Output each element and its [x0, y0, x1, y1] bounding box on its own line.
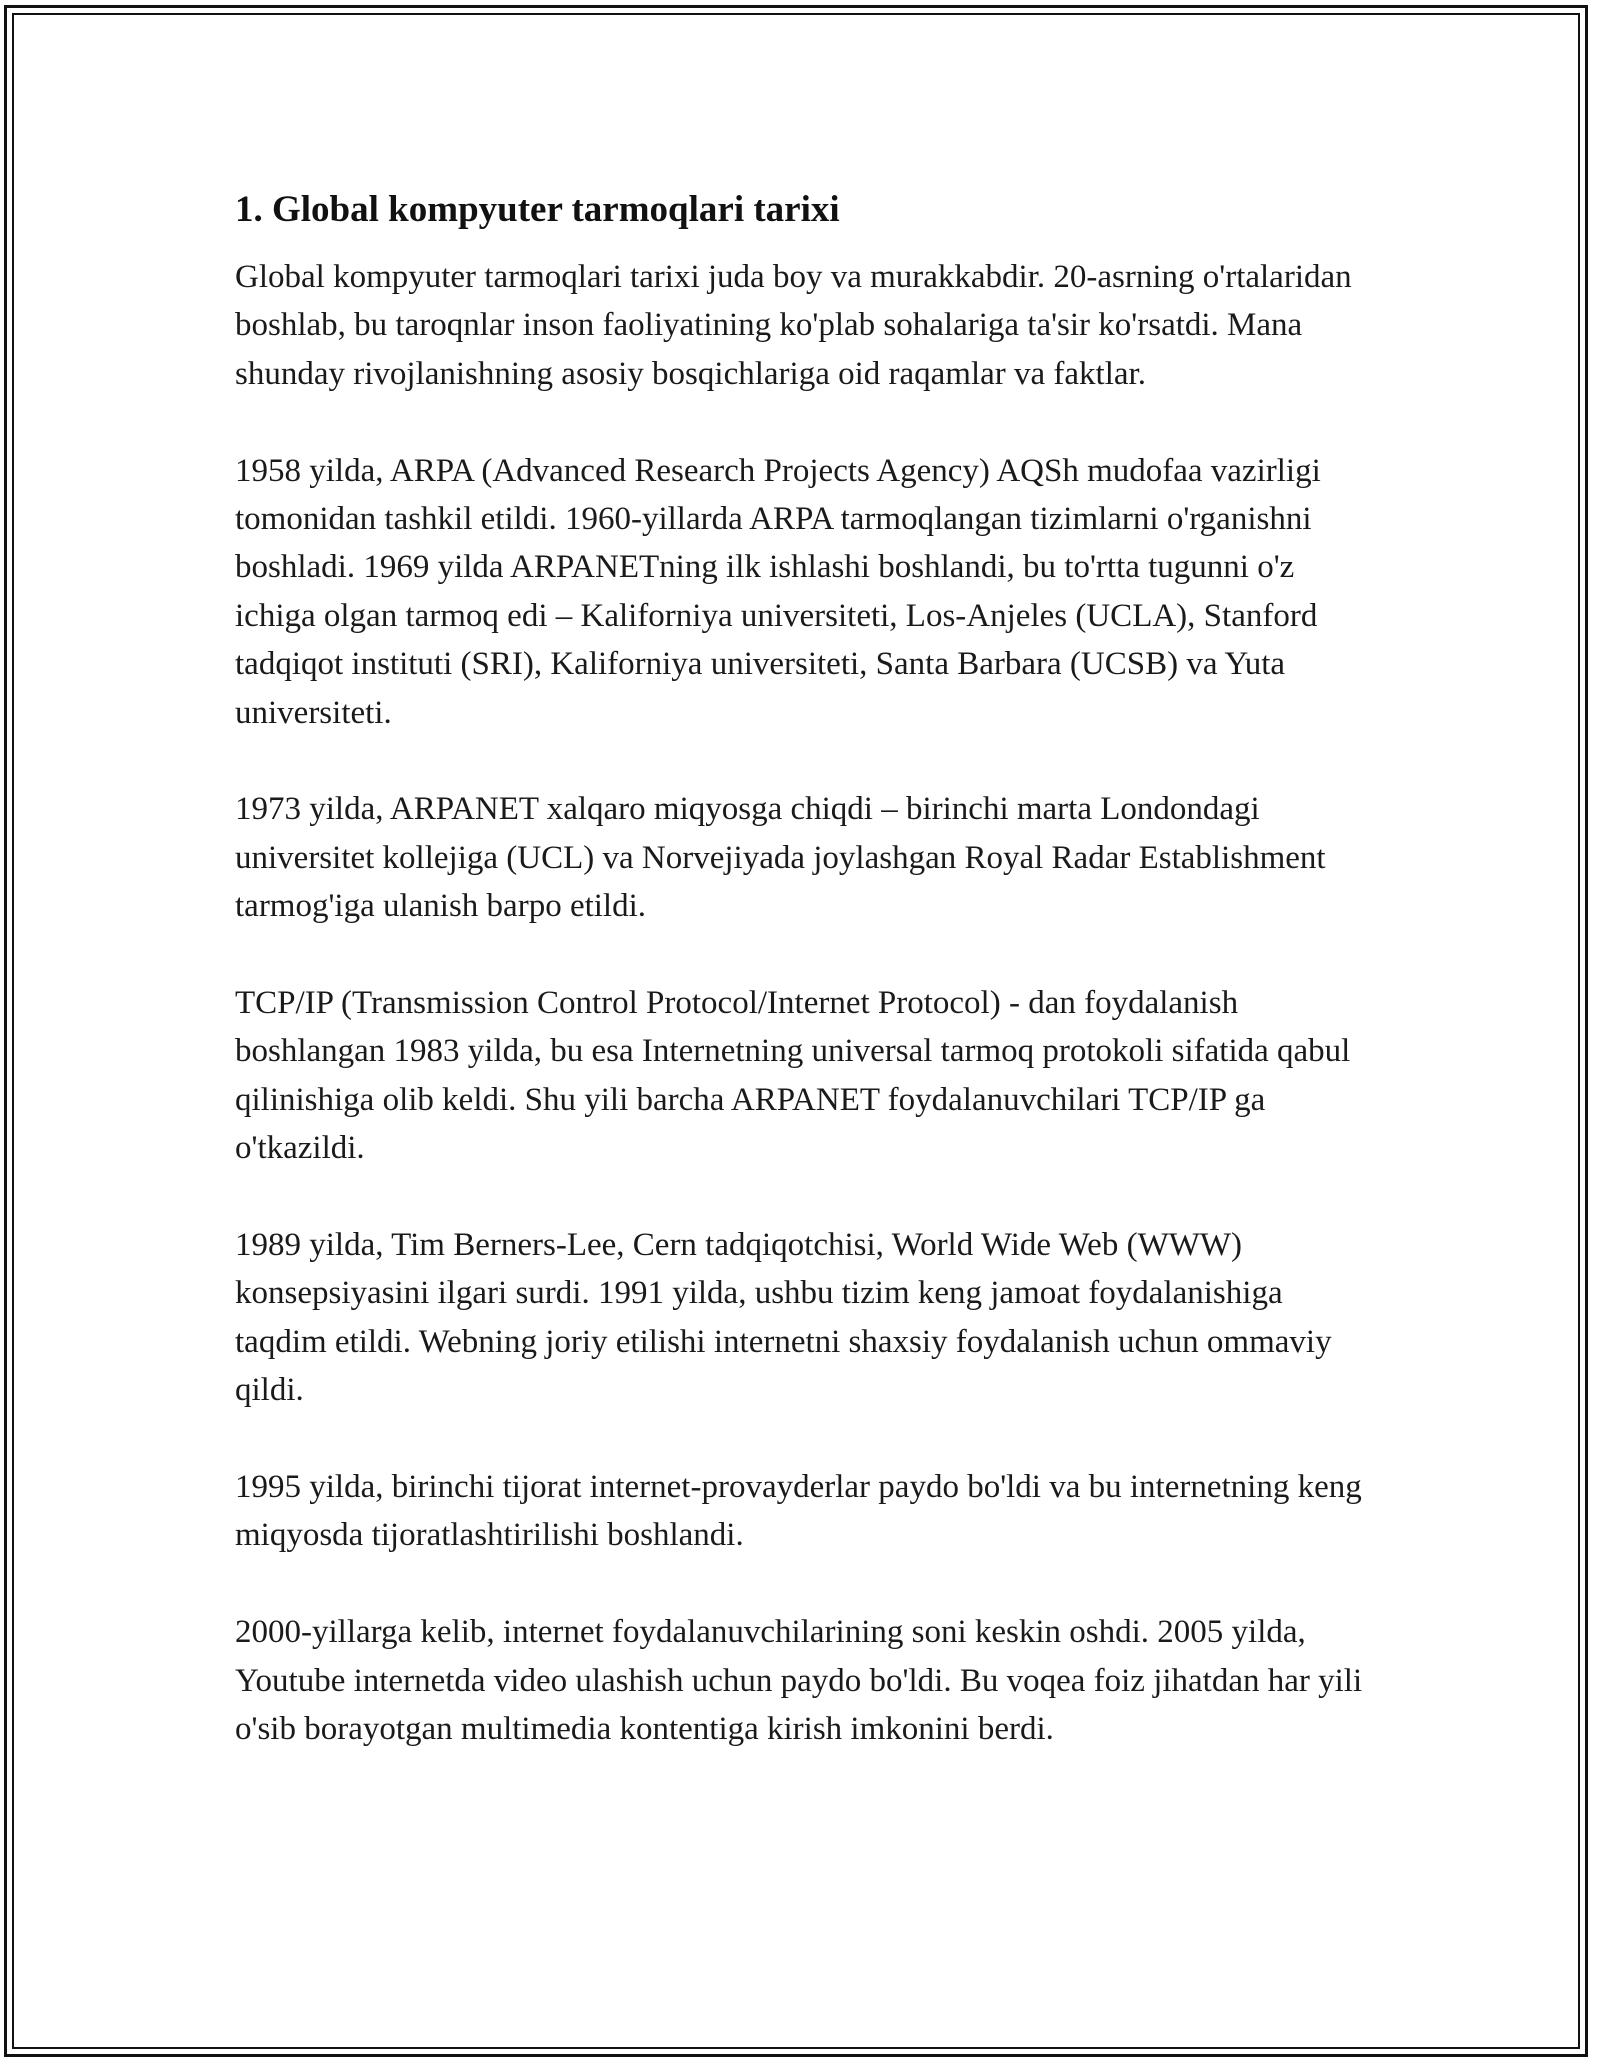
paragraph-2000s: 2000-yillarga kelib, internet foydalanuvchilarining soni keskin oshdi. 2005 yilda, Youtube internetda video ulashish uchun paydo bo'ldi. Bu voqea foiz jihatdan har yili o'sib borayotgan multimedia kontentiga kirish imkonini berdi. [235, 1614, 1363, 1748]
paragraph-arpanet-1973: 1973 yilda, ARPANET xalqaro miqyosga chiqdi – birinchi marta Londondagi universitet kollejiga (UCL) va Norvejiyada joylashgan Royal Radar Establishment tarmog'iga ulanish barpo etildi. [235, 791, 1326, 925]
document-body [235, 185, 1375, 1754]
paragraph-tcpip-1983: TCP/IP (Transmission Control Protocol/Internet Protocol) - dan foydalanish boshlangan 1983 yilda, bu esa Internetning universal tarmoq protokoli sifatida qabul qilinishiga olib keldi. Shu yili barcha ARPANET foydalanuvchilari TCP/IP ga o'tkazildi. [235, 985, 1351, 1167]
paragraph-arpa-1958: 1958 yilda, ARPA (Advanced Research Projects Agency) AQSh mudofaa vazirligi tomonidan tashkil etildi. 1960-yillarda ARPA tarmoqlangan tizimlarni o'rganishni boshladi. 1969 yilda ARPANETning ilk ishlashi boshlandi, bu to'rtta tugunni o'z ichiga olgan tarmoq edi – Kaliforniya universiteti, Los-Anjeles (UCLA), Stanford tadqiqot instituti (SRI), Kaliforniya universiteti, Santa Barbara (UCSB) va Yuta universiteti. [235, 452, 1321, 731]
paragraph-isp-1995: 1995 yilda, birinchi tijorat internet-provayderlar paydo bo'ldi va bu internetning keng miqyosda tijoratlashtirilishi boshlandi. [235, 1469, 1362, 1554]
paragraph-intro: Global kompyuter tarmoqlari tarixi juda boy va murakkabdir. 20-asrning o'rtalaridan boshlab, bu taroqnlar inson faoliyatining ko'plab sohalariga ta'sir ko'rsatdi. Mana shunday rivojlanishning asosiy bosqichlariga oid raqamlar va faktlar. [235, 259, 1352, 392]
document-title: 1. Global kompyuter tarmoqlari tarixi [235, 189, 840, 230]
paragraph-www-1989: 1989 yilda, Tim Berners-Lee, Cern tadqiqotchisi, World Wide Web (WWW) konsepsiyasini ilgari surdi. 1991 yilda, ushbu tizim keng jamoat foydalanishiga taqdim etildi. Webning joriy etilishi internetni shaxsiy foydalanish uchun ommaviy qildi. [235, 1227, 1332, 1409]
